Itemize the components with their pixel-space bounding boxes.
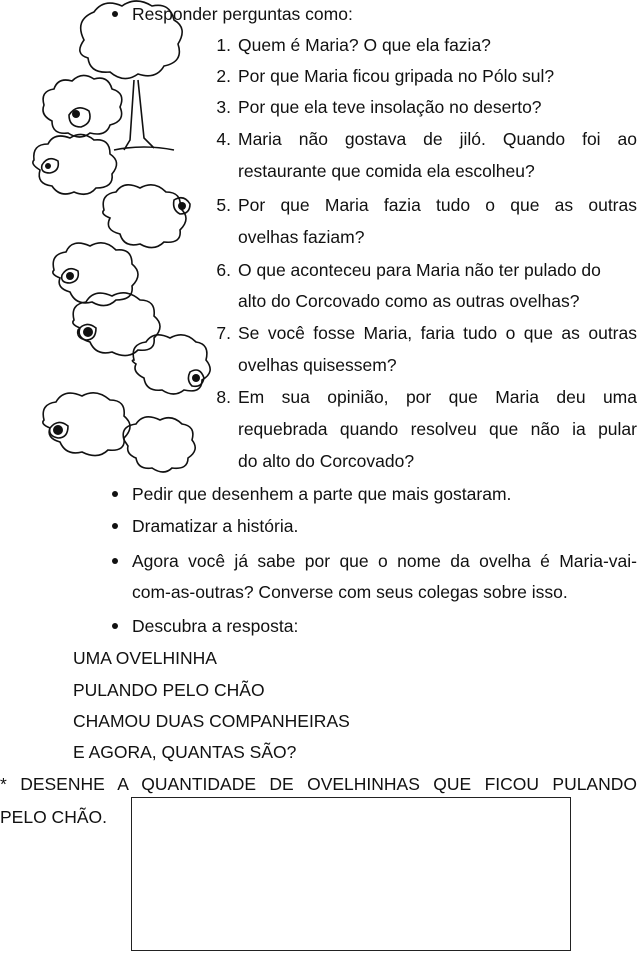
- question-number: 8.: [216, 387, 231, 407]
- question-number: 4.: [216, 129, 231, 149]
- activity-text: Descubra a resposta:: [132, 616, 299, 636]
- activity-text: com-as-outras? Converse com seus colegas sobre isso.: [132, 582, 568, 602]
- question-text: do alto do Corcovado?: [238, 451, 415, 471]
- question-text: requebrada quando resolveu que não ia pular: [238, 419, 637, 439]
- list-bullet: [112, 523, 118, 529]
- question-text: Em sua opinião, por que Maria deu uma: [238, 387, 637, 407]
- question-number: 6.: [216, 260, 231, 280]
- question-number: 7.: [216, 323, 231, 343]
- drawing-instruction: PELO CHÃO.: [0, 807, 107, 827]
- question-text: Por que Maria ficou gripada no Pólo sul?: [238, 66, 555, 86]
- riddle-line: UMA OVELHINHA: [73, 648, 217, 668]
- question-text: Por que Maria fazia tudo o que as outras: [238, 195, 637, 215]
- question-text: Se você fosse Maria, faria tudo o que as outras: [238, 323, 637, 343]
- riddle-line: E AGORA, QUANTAS SÃO?: [73, 742, 297, 762]
- list-bullet: [112, 558, 118, 564]
- list-bullet: [112, 491, 118, 497]
- question-number: 5.: [216, 195, 231, 215]
- question-number: 1.: [216, 35, 231, 55]
- question-text: restaurante que comida ela escolheu?: [238, 161, 535, 181]
- list-bullet: [112, 623, 118, 629]
- riddle-line: PULANDO PELO CHÃO: [73, 680, 265, 700]
- list-bullet: [112, 11, 118, 17]
- activity-text: Dramatizar a história.: [132, 516, 299, 536]
- question-text: alto do Corcovado como as outras ovelhas?: [238, 291, 580, 311]
- question-text: Maria não gostava de jiló. Quando foi ao: [238, 129, 637, 149]
- drawing-answer-box[interactable]: [131, 797, 571, 951]
- question-text: ovelhas quisessem?: [238, 355, 397, 375]
- question-text: ovelhas faziam?: [238, 227, 365, 247]
- question-text: Quem é Maria? O que ela fazia?: [238, 35, 491, 55]
- question-text: O que aconteceu para Maria não ter pulado do: [238, 260, 601, 280]
- question-text: Por que ela teve insolação no deserto?: [238, 97, 542, 117]
- drawing-instruction: * DESENHE A QUANTIDADE DE OVELHINHAS QUE FICOU PULANDO: [0, 774, 637, 794]
- activity-text: Pedir que desenhem a parte que mais gostaram.: [132, 484, 512, 504]
- intro-bullet-text: Responder perguntas como:: [132, 4, 353, 24]
- question-number: 3.: [216, 97, 231, 117]
- sheep-illustration-icon: [14, 0, 214, 500]
- activity-text: Agora você já sabe por que o nome da ovelha é Maria-vai-: [132, 551, 637, 571]
- riddle-line: CHAMOU DUAS COMPANHEIRAS: [73, 711, 350, 731]
- question-number: 2.: [216, 66, 231, 86]
